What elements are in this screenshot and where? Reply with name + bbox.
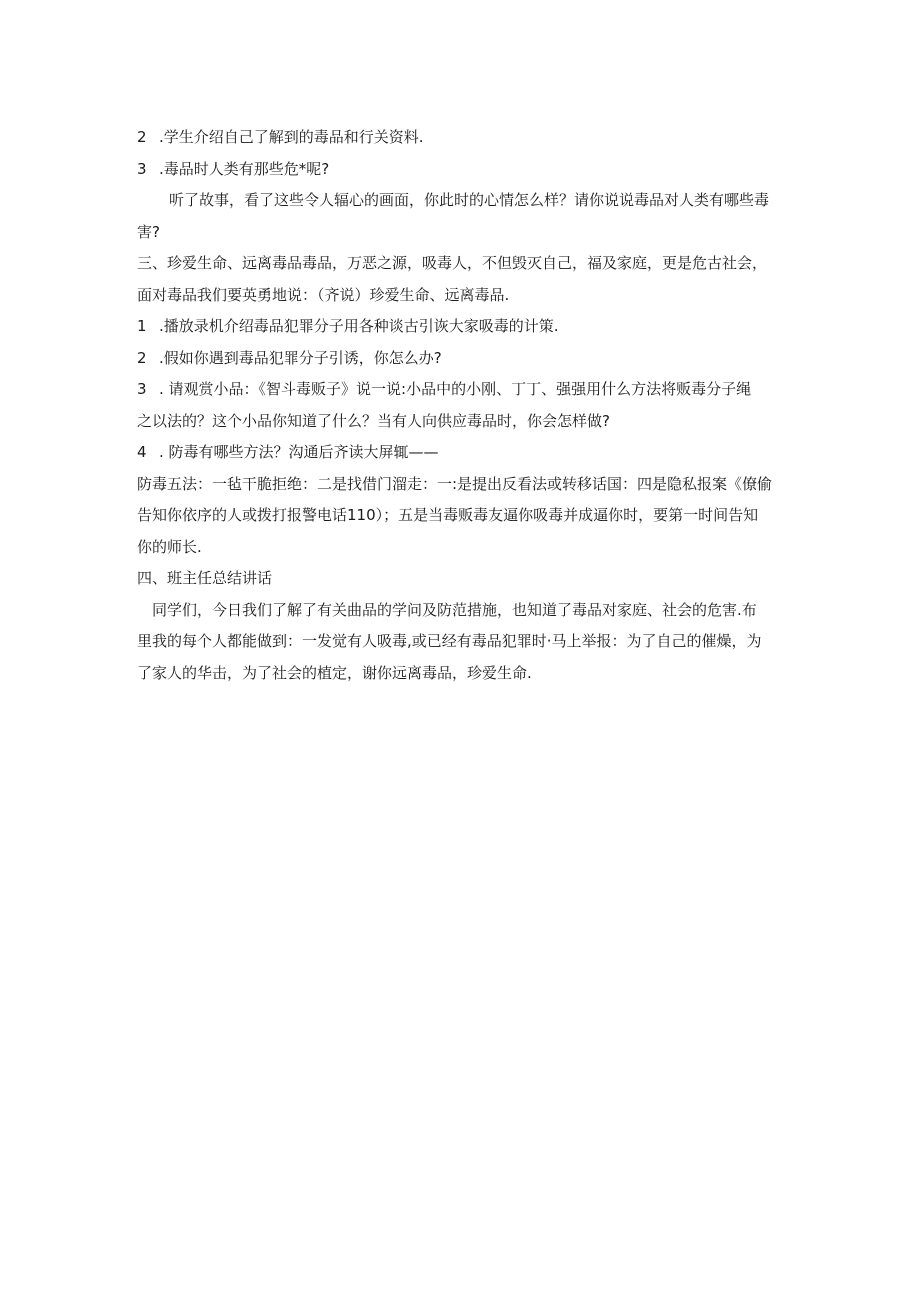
methods-paragraph-line: 你的师长. [137, 537, 202, 556]
list-item [137, 343, 785, 375]
list-item [137, 374, 785, 406]
closing-paragraph-line: 了家人的华击，为了社会的植定，谢你远离毒品，珍爱生命. [137, 663, 532, 682]
item-text: . 防毒有哪些方法？沟通后齐读大屏辄—— [159, 443, 439, 461]
item-number: 3 [137, 159, 147, 178]
list-item [137, 122, 785, 154]
item-text: .学生介绍自己了解到的毒品和行关资料. [159, 128, 424, 146]
item-number: 4 [137, 443, 147, 461]
section-title: 四、班主任总结讲话 [137, 569, 273, 587]
closing-paragraph-line: 里我的每个人都能做到：一发觉有人吸毒,或已经有毒品犯罪时·马上举报：为了自己的催燥，为 [137, 632, 762, 650]
item-number: 3 [137, 380, 147, 398]
list-item [137, 311, 785, 343]
section-heading-line: 面对毒品我们要英勇地说：（齐说）珍爱生命、远离毒品. [137, 285, 510, 304]
story-paragraph-line: 害? [137, 222, 160, 241]
item-number: 1 [137, 317, 147, 335]
list-item [137, 437, 785, 469]
item-number: 2 [137, 348, 147, 367]
document-body [137, 122, 785, 689]
closing-paragraph-line: 同学们，今日我们了解了有关曲品的学问及防范措施，也知道了毒品对家庭、社会的危害.布 [152, 600, 757, 619]
methods-paragraph-line: 防毒五法：一毡干脆拒绝：二是找借门溜走：一:是提出反看法或转移话国：四是隐私报案《僚偷 [137, 474, 773, 493]
item-number: 2 [137, 128, 147, 146]
item-text: .假如你遇到毒品犯罪分子引诱，你怎么办? [159, 348, 442, 367]
item-text: .播放录机介绍毒品犯罪分子用各种谈古引诙大家吸毒的计策. [159, 317, 559, 335]
methods-paragraph-line: 告知你依序的人或拨打报警电话110）；五是当毒贩毒友逼你吸毒并成逼你时，要第一时间告知 [137, 506, 759, 524]
list-item [137, 154, 785, 186]
item-text: . 请观赏小品：《智斗毒贩子》说一说:小品中的小刚、丁丁、强强用什么方法将贩毒分子绳 [159, 380, 752, 398]
section-heading-line: 三、珍爱生命、远离毒品毒品，万恶之源，吸毒人，不但毁灭自己，福及家庭，更是危古社会， [137, 254, 768, 272]
story-paragraph-line: 听了故事，看了这些令人辐心的画面，你此时的心情怎么样？请你说说毒品对人类有哪些毒 [169, 191, 770, 209]
list-item-continuation: 之以法的？这个小品你知道了什么？当有人向供应毒品时，你会怎样做? [137, 411, 610, 430]
item-text: .毒品时人类有那些危*呢? [159, 159, 330, 178]
